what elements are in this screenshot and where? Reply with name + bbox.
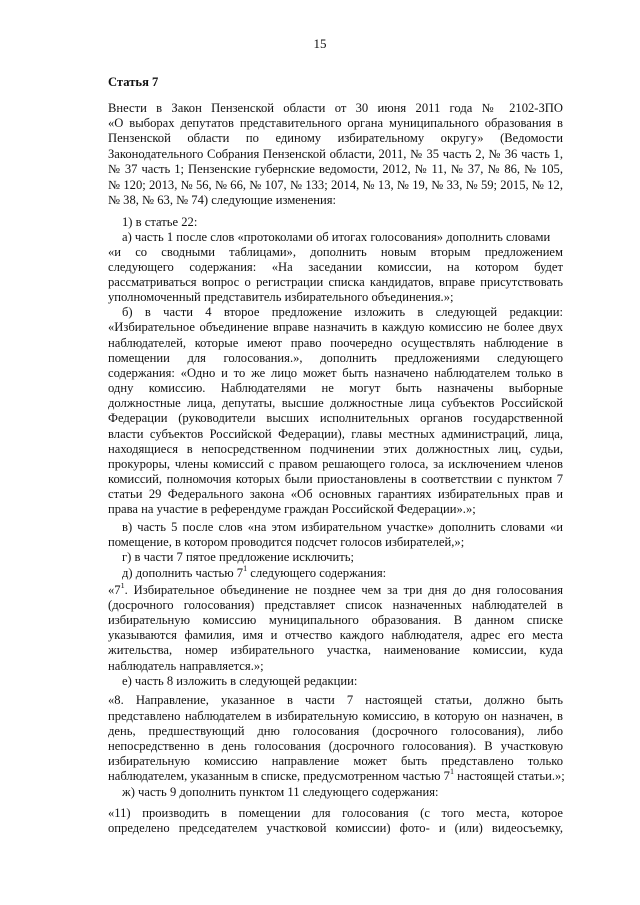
text-line bbox=[108, 583, 563, 598]
text-line bbox=[108, 769, 563, 784]
text-line: Пензенской области по единому избирательному округу» (Ведомости bbox=[108, 131, 563, 145]
text-line: статьи 29 Федерального закона «Об основных гарантиях избирательных прав и bbox=[108, 487, 563, 501]
text-line: наблюдатель направляется.»; bbox=[108, 659, 264, 673]
text-line: находящиеся в непосредственном подчинении этих должностных лиц, судьи, bbox=[108, 442, 563, 456]
text-line: а) часть 1 после слов «протоколами об итогах голосования» дополнить словами bbox=[122, 230, 551, 244]
text-line: в) часть 5 после слов «на этом избирательном участке» дополнить словами «и bbox=[122, 520, 563, 534]
line-text: д) дополнить частью 7 bbox=[122, 566, 244, 580]
text-line: прокуроры, члены комиссий с правом решающего голоса, за исключением членов bbox=[108, 457, 563, 471]
article-title: Статья 7 bbox=[108, 75, 159, 89]
text-line: права на участие в референдуме граждан Российской Федерации».»; bbox=[108, 502, 476, 516]
text-line: избирательную комиссию направление может быть представлено только bbox=[108, 754, 563, 768]
text-line: содержания: «Одно и то же лицо может быть назначено наблюдателем только в bbox=[108, 366, 563, 380]
text-line: «О выборах депутатов представительного органа муниципального образования в bbox=[108, 116, 563, 130]
text-line: день, предшествующий дню голосования (досрочного голосования), либо bbox=[108, 724, 563, 738]
text-line: е) часть 8 изложить в следующей редакции: bbox=[122, 674, 358, 688]
text-line: рассматриваться вопрос о регистрации списка кандидатов, вправе присутствовать bbox=[108, 275, 563, 289]
text-line: жительства, номер избирательного участка, наименование комиссии, куда bbox=[108, 643, 563, 657]
text-line: ж) часть 9 дополнить пунктом 11 следующего содержания: bbox=[122, 785, 439, 799]
line-text: «7 bbox=[108, 583, 121, 597]
text-line: Законодательного Собрания Пензенской области, 2011, № 35 часть 2, № 36 часть 1, bbox=[108, 147, 563, 161]
text-line: определено председателем участковой комиссии) фото- и (или) видеосъемку, bbox=[108, 821, 563, 835]
text-line: «и со сводными таблицами», дополнить новым вторым предложением bbox=[108, 245, 563, 259]
text-line: № 37 часть 1; Пензенские губернские ведомости, 2012, № 11, № 37, № 86, № 105, bbox=[108, 162, 563, 176]
text-line: избирательную комиссию муниципального образования. В данном списке bbox=[108, 613, 563, 627]
line-text: настоящей статьи.»; bbox=[453, 769, 565, 783]
text-line: помещении для голосования.», дополнить предложениями следующего bbox=[108, 351, 563, 365]
text-line bbox=[122, 566, 563, 581]
text-line: непосредственно в день голосования (досрочного голосования). В участковую bbox=[108, 739, 563, 753]
text-line: 1) в статье 22: bbox=[122, 215, 198, 229]
text-line: (досрочного голосования) представляет список назначенных наблюдателей в bbox=[108, 598, 563, 612]
superscript: 1 bbox=[120, 583, 125, 590]
superscript: 1 bbox=[449, 767, 454, 776]
text-line: б) в части 4 второе предложение изложить в следующей редакции: bbox=[122, 305, 563, 319]
text-line: г) в части 7 пятое предложение исключить; bbox=[122, 550, 354, 564]
page-number: 15 bbox=[313, 36, 327, 51]
text-line: «Избирательное объединение вправе назначить в каждую комиссию не более двух bbox=[108, 320, 563, 334]
text-line: одну комиссию. Наблюдателями не могут быть назначены выборные bbox=[108, 381, 563, 395]
text-line: «11) производить в помещении для голосования (с того места, которое bbox=[108, 806, 563, 820]
line-text: следующего содержания: bbox=[247, 566, 387, 580]
text-line: Федерации (руководители высших исполнительных органов государственной bbox=[108, 411, 563, 425]
text-line: № 38, № 63, № 74) следующие изменения: bbox=[108, 193, 336, 207]
text-line: № 120; 2013, № 56, № 66, № 107, № 133; 2014, № 13, № 19, № 33, № 59; 2015, № 12, bbox=[108, 178, 563, 192]
text-line: комиссий, полномочия которых были приостановлены в соответствии с пунктом 7 bbox=[108, 472, 563, 486]
text-line: Внести в Закон Пензенской области от 30 июня 2011 года № 2102-ЗПО bbox=[108, 101, 563, 115]
text-line: «8. Направление, указанное в части 7 настоящей статьи, должно быть bbox=[108, 693, 563, 707]
text-line: уполномоченный представитель избирательного объединения.»; bbox=[108, 290, 454, 304]
text-line: помещение, в котором проводится подсчет голосов избирателей,»; bbox=[108, 535, 465, 549]
text-line: указываются фамилия, имя и отчество каждого наблюдателя, адрес его места bbox=[108, 628, 563, 642]
text-line: представлено наблюдателем в избирательную комиссию, в которую он назначен, в bbox=[108, 709, 563, 723]
line-text: . Избирательное объединение не позднее чем за три дня до дня голосования bbox=[124, 583, 563, 597]
text-line: власти субъектов Российской Федерации), главы местных администраций, лица, bbox=[108, 427, 563, 441]
superscript: 1 bbox=[243, 564, 248, 573]
text-line: должностные лица, депутаты, высшие должностные лица субъектов Российской bbox=[108, 396, 563, 410]
line-text: наблюдателем, указанным в списке, предусмотренном частью 7 bbox=[108, 769, 450, 783]
text-line: наблюдателей, которые имеют право поочередно осуществлять наблюдение в bbox=[108, 336, 563, 350]
text-line: следующего содержания: «На заседании комиссии, на котором будет bbox=[108, 260, 563, 274]
